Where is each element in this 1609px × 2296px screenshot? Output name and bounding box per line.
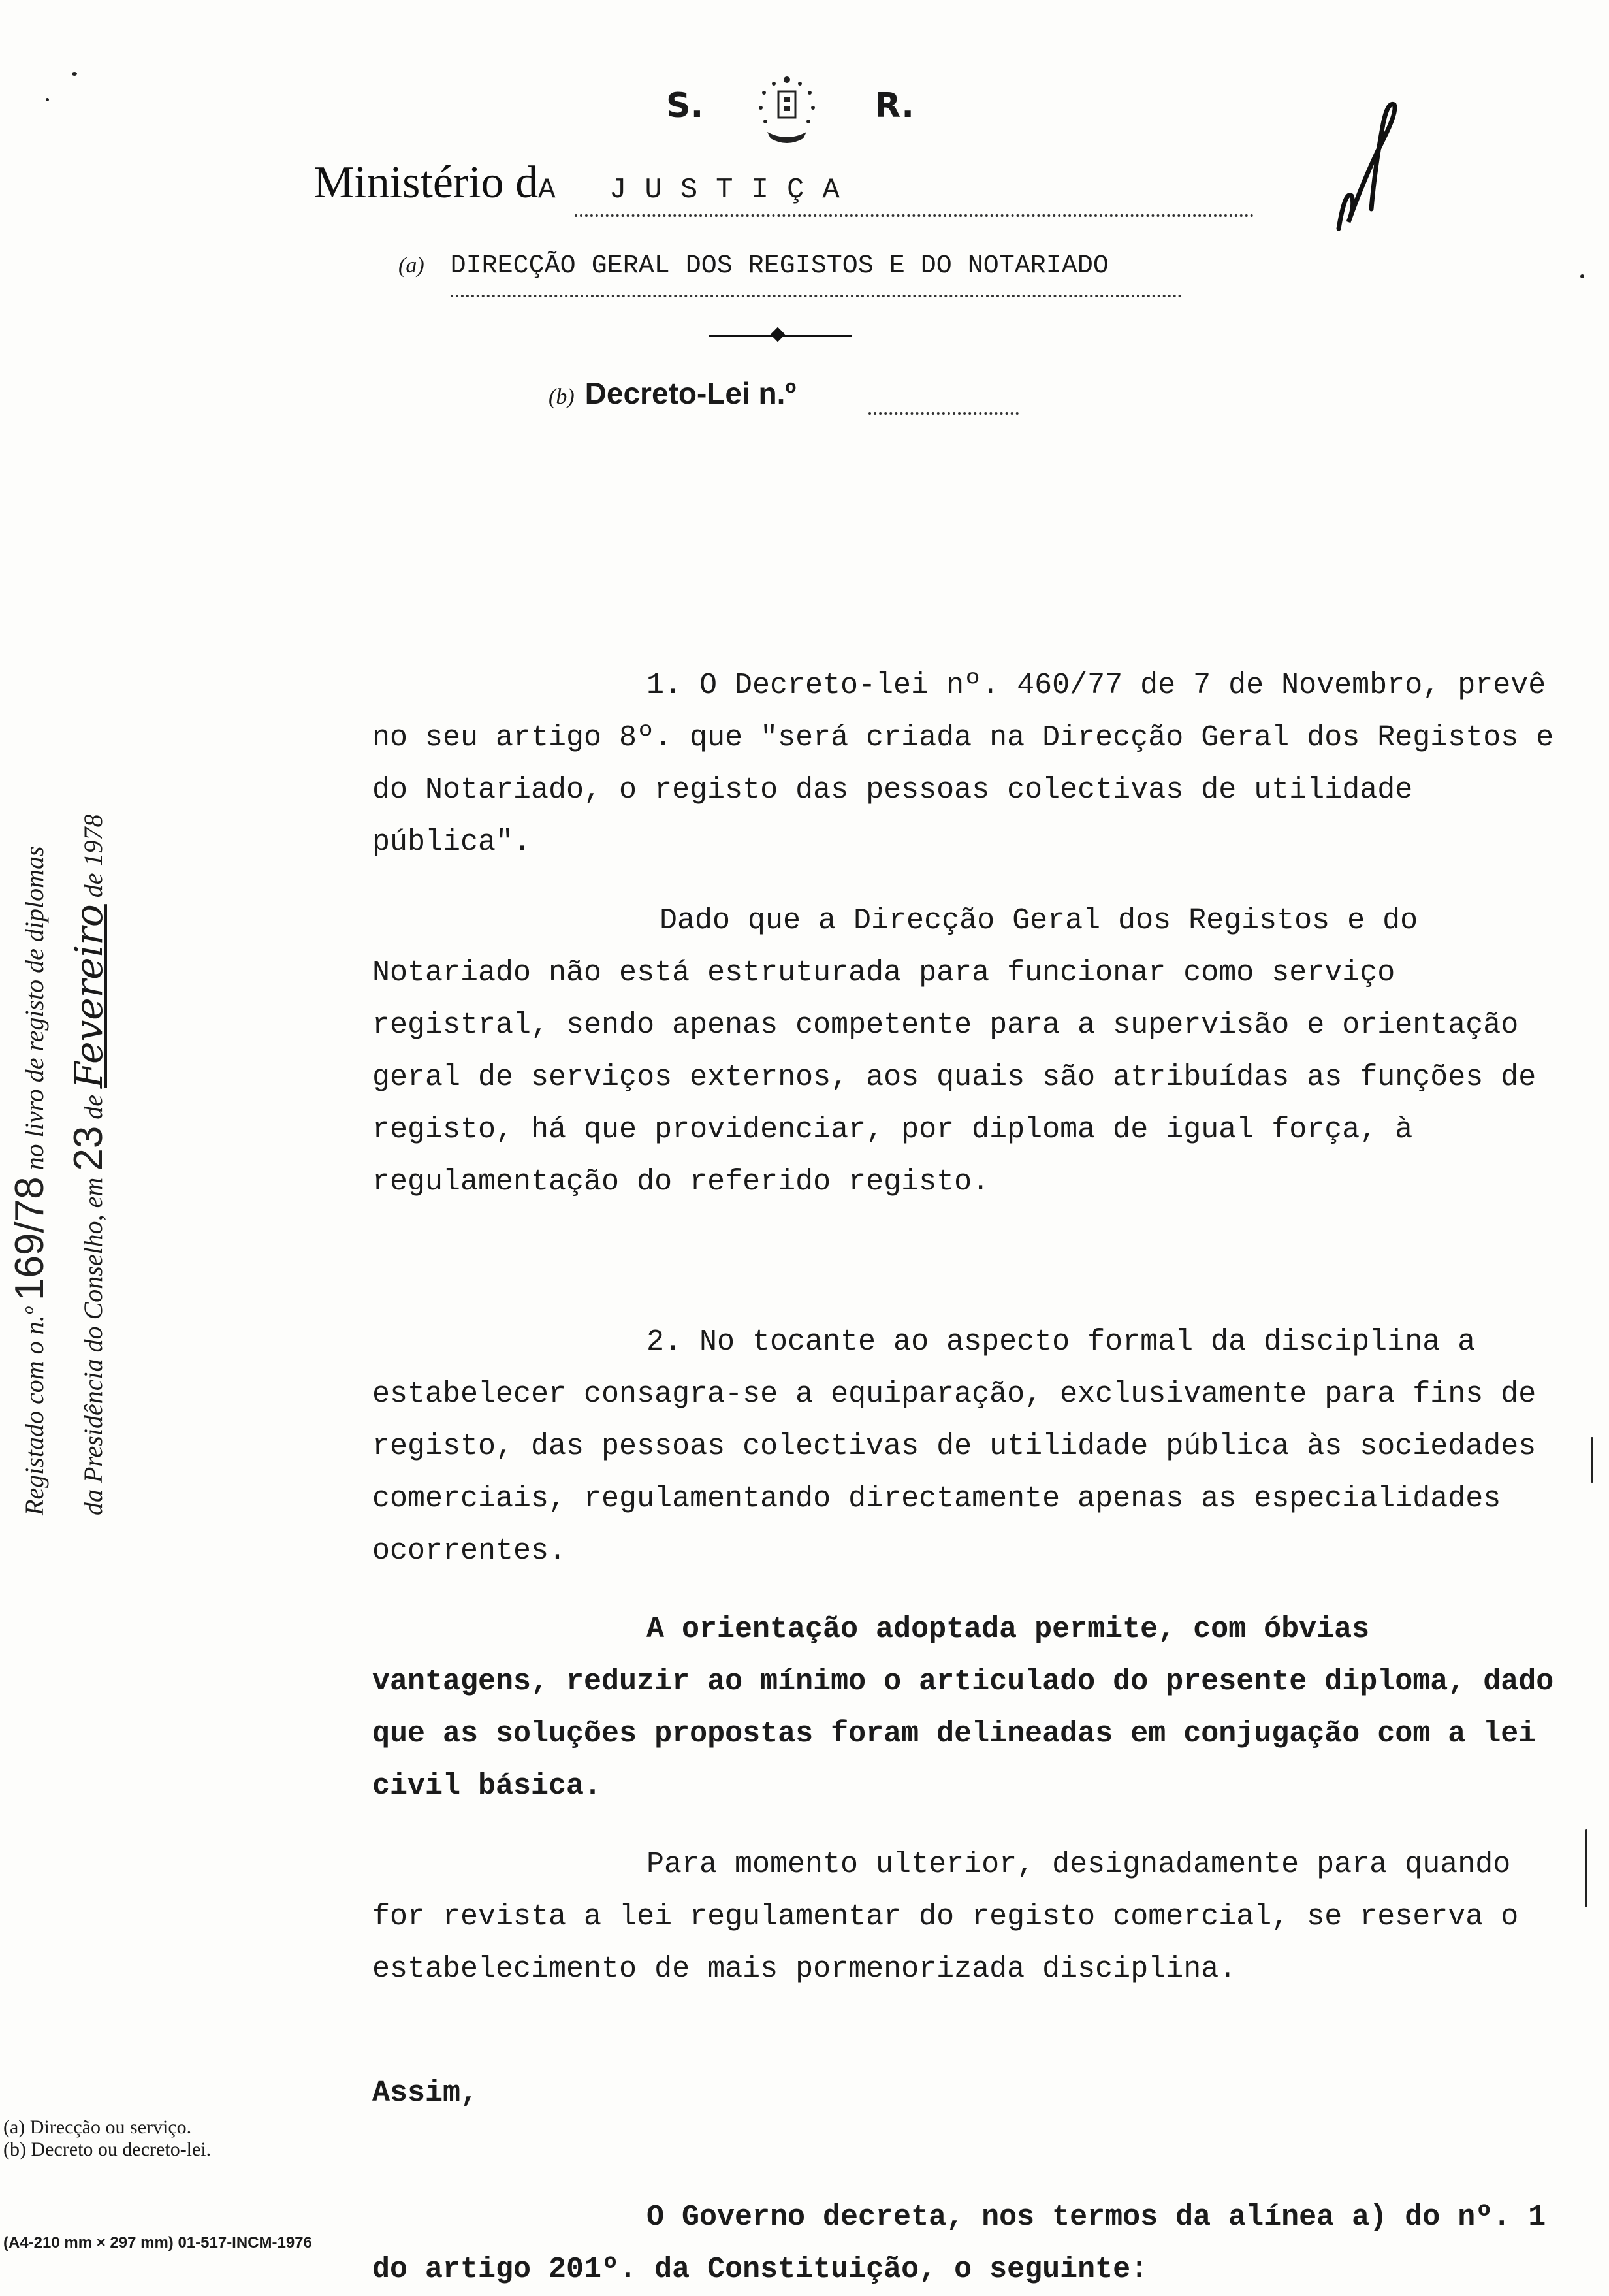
paragraph-3: 2. No tocante ao aspecto formal da disciplina a estabelecer consagra-se a equiparação, exclusivamente para fins de registo, das pessoas colectivas de utilidade pública às sociedades comerciais, regulamentando directamente apenas as especialidades ocorrentes. [372, 1325, 1537, 1568]
decree-body [372, 660, 1561, 2296]
decree-marker: (b) [549, 385, 575, 409]
scan-speck [72, 72, 77, 76]
header-s-letter: S. [666, 86, 704, 125]
paragraph-1: 1. O Decreto-lei nº. 460/77 de 7 de Novembro, prevê no seu artigo 8º. que "será criada na Direcção Geral dos Registos e do Notariado, o registo das pessoas colectivas de utilidade pública". [372, 669, 1554, 859]
direction-line [398, 251, 1182, 297]
footnote-b: (b) Decreto ou decreto-lei. [3, 2139, 212, 2160]
paragraph-4: A orientação adoptada permite, com óbvias vantagens, reduzir ao mínimo o articulado do presente diploma, dado que as soluções propostas foram delineadas em conjugação com a lei civil básica. [372, 1613, 1554, 1803]
scan-speck [1591, 1437, 1593, 1483]
decree-label: Decreto-Lei n.º [584, 376, 797, 410]
footnote-a: (a) Direcção ou serviço. [3, 2116, 192, 2138]
diamond-icon [771, 327, 786, 342]
direction-dotted-line [451, 295, 1182, 297]
handwritten-signature [1326, 98, 1424, 242]
ministry-label: Ministério d [313, 157, 539, 208]
footnotes [3, 2116, 211, 2161]
registration-day: 23 [66, 1125, 111, 1171]
direction-marker: (a) [398, 253, 424, 278]
ministry-line [313, 157, 1254, 222]
decree-number-dotted-line [868, 412, 1019, 415]
decree-number-line [549, 376, 1019, 421]
direction-value: DIRECÇÃO GERAL DOS REGISTOS E DO NOTARIADO [450, 251, 1109, 281]
printer-mark: (A4-210 mm × 297 mm) 01-517-INCM-1976 [3, 2234, 312, 2252]
paragraph-2: Dado que a Direcção Geral dos Registos e do Notariado não está estruturada para funcionar como serviço registral, sendo apenas competente para a supervisão e orientação geral de serviços externos, aos quais são atribuídas as funções de registo, há que providenciar, por diploma de igual força, à regulamentação do referido registo. [372, 904, 1537, 1199]
scan-speck [1585, 1829, 1587, 1907]
registration-number: 169/78 [7, 1176, 52, 1301]
paragraph-5: Para momento ulterior, designadamente para quando for revista a lei regulamentar do registo comercial, se reserva o estabelecimento de mais pormenorizada disciplina. [372, 1848, 1519, 1986]
ministry-dotted-line [575, 214, 1254, 217]
registration-note [7, 549, 157, 1515]
registration-month: Fevereiro [67, 904, 111, 1088]
coat-of-arms-icon [738, 72, 836, 150]
header-r-letter: R. [874, 86, 914, 125]
registration-note-line-2: da Presidência do Conselho, em 23 de Fevereiro de 1978 [66, 814, 111, 1515]
ministry-value: A JUSTIÇA [538, 174, 858, 206]
scan-speck [46, 98, 49, 101]
paragraph-decree-intro: O Governo decreta, nos termos da alínea a) do nº. 1 do artigo 201º. da Constituição, o seguinte: [372, 2201, 1546, 2286]
header-sr [666, 78, 914, 150]
header-divider [709, 333, 852, 338]
registration-note-line-1: Registado com o n.º 169/78 no livro de registo de diplomas [7, 846, 52, 1515]
paragraph-assim: Assim, [372, 2077, 479, 2110]
scan-speck [1580, 274, 1584, 278]
